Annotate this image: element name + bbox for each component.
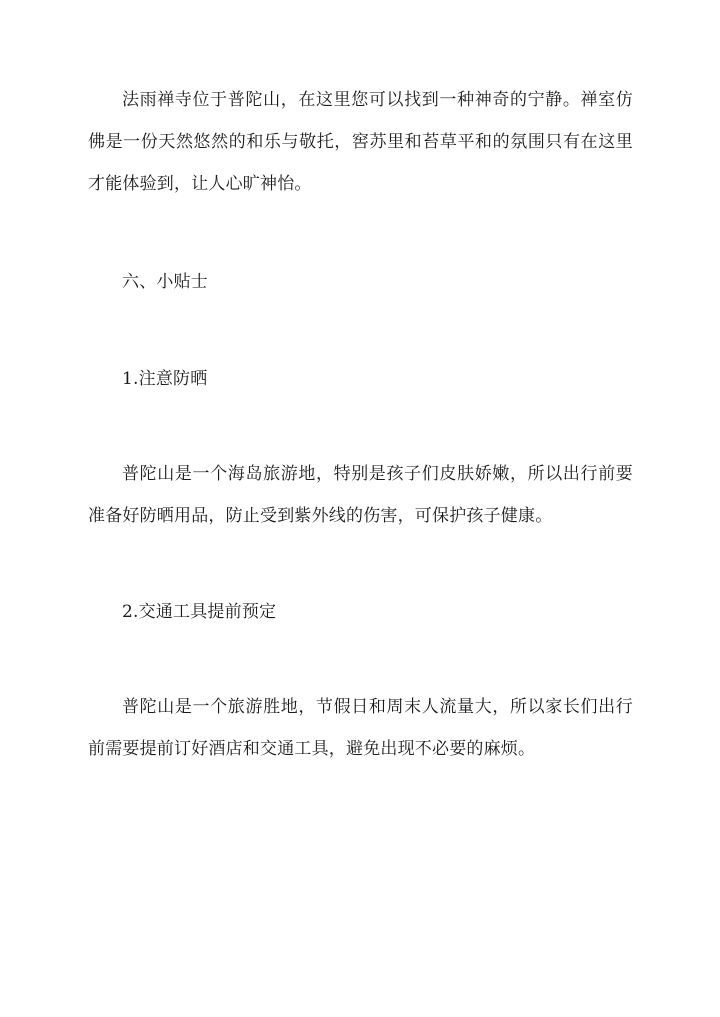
tip-2-paragraph: 普陀山是一个旅游胜地，节假日和周末人流量大，所以家长们出行前需要提前订好酒店和交通工具，避免出现不必要的麻烦。 (88, 697, 633, 759)
tip-1-heading: 1.注意防晒 (122, 369, 208, 389)
tip-2-heading: 2.交通工具提前预定 (122, 602, 277, 622)
intro-paragraph: 法雨禅寺位于普陀山，在这里您可以找到一种神奇的宁静。禅室仿佛是一份天然悠然的和乐与敬托，窖苏里和苔草平和的氛围只有在这里才能体验到，让人心旷神怡。 (88, 90, 633, 194)
tip-1-paragraph: 普陀山是一个海岛旅游地，特别是孩子们皮肤娇嫩，所以出行前要准备好防晒用品，防止受到紫外线的伤害，可保护孩子健康。 (88, 464, 633, 526)
section-heading: 六、小贴士 (122, 272, 208, 292)
